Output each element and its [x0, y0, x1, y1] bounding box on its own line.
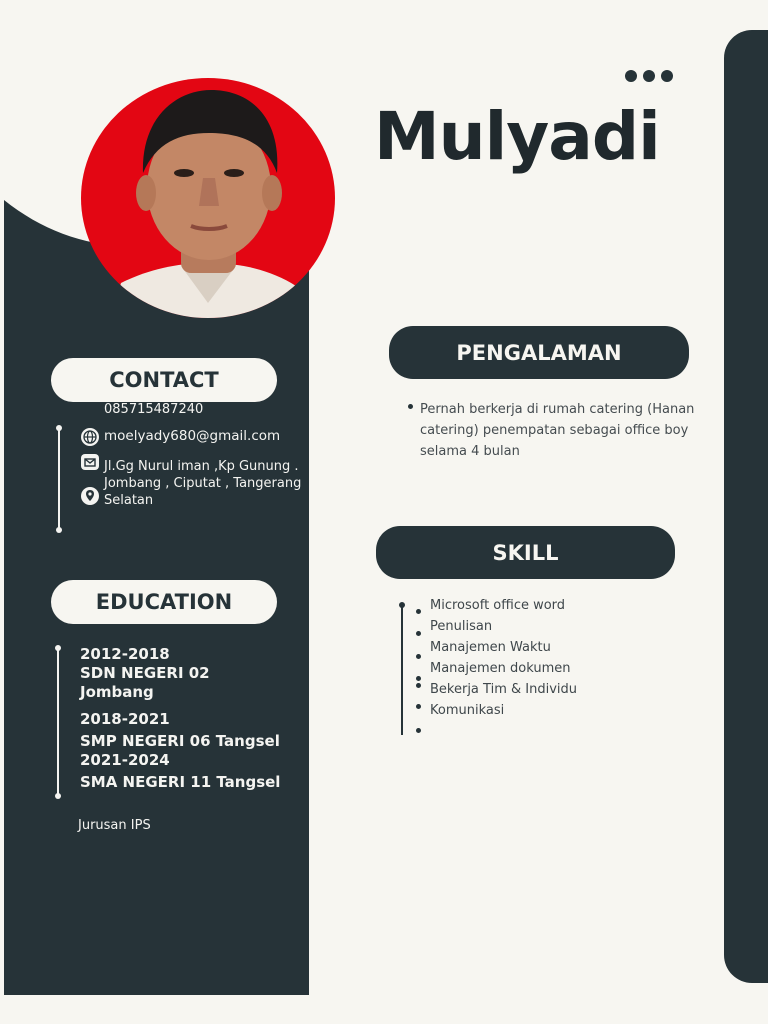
- education-list: [80, 645, 280, 792]
- timeline-dot: [55, 793, 61, 799]
- home-address: Jl.Gg Nurul iman ,Kp Gunung . Jombang , Ciputat , Tangerang Selatan: [104, 459, 302, 508]
- location-pin-icon: [80, 486, 100, 506]
- education-year: 2018-2021: [80, 710, 170, 728]
- timeline-dot: [56, 527, 62, 533]
- bullet: [416, 683, 421, 688]
- skill-item: Penulisan: [430, 619, 493, 634]
- phone-number: 085715487240: [104, 402, 204, 417]
- education-school: Jombang: [80, 683, 154, 701]
- bullet: [408, 404, 413, 409]
- skill-item: Manajemen dokumen: [430, 661, 571, 676]
- timeline-dot: [56, 425, 62, 431]
- bullet: [416, 728, 421, 733]
- education-year: 2012-2018: [80, 645, 170, 663]
- experience-heading: PENGALAMAN: [389, 326, 689, 379]
- skill-item: Bekerja Tim & Individu: [430, 682, 577, 697]
- bullet: [416, 654, 421, 659]
- education-year: 2021-2024: [80, 751, 170, 769]
- email-address: moelyady680@gmail.com: [104, 428, 281, 444]
- education-major: Jurusan IPS: [78, 818, 151, 833]
- bullet: [416, 704, 421, 709]
- education-school: SMP NEGERI 06 Tangsel: [80, 732, 280, 750]
- timeline-dot: [399, 602, 405, 608]
- contact-timeline: [58, 428, 60, 530]
- skill-list: [430, 595, 577, 721]
- candidate-name: Mulyadi: [374, 98, 660, 175]
- education-school: SDN NEGERI 02: [80, 664, 210, 682]
- education-heading: EDUCATION: [51, 580, 277, 624]
- bullet: [416, 676, 421, 681]
- skill-item: Microsoft office word: [430, 598, 566, 613]
- timeline-dot: [55, 645, 61, 651]
- globe-icon: [80, 427, 100, 447]
- bullet: [416, 609, 421, 614]
- mail-icon: [80, 452, 100, 472]
- skill-heading: SKILL: [376, 526, 675, 579]
- profile-photo: [81, 78, 335, 318]
- skill-item: Manajemen Waktu: [430, 640, 551, 655]
- menu-dots-icon: [625, 70, 673, 82]
- education-school: SMA NEGERI 11 Tangsel: [80, 773, 281, 791]
- experience-text: Pernah berkerja di rumah catering (Hanan catering) penempatan sebagai office boy selama 4 bulan: [420, 402, 695, 459]
- contact-heading: CONTACT: [51, 358, 277, 402]
- skill-timeline: [401, 605, 403, 735]
- education-timeline: [57, 648, 59, 796]
- bullet: [416, 631, 421, 636]
- skill-item: Komunikasi: [430, 703, 505, 718]
- right-decorative-bar: [724, 30, 768, 983]
